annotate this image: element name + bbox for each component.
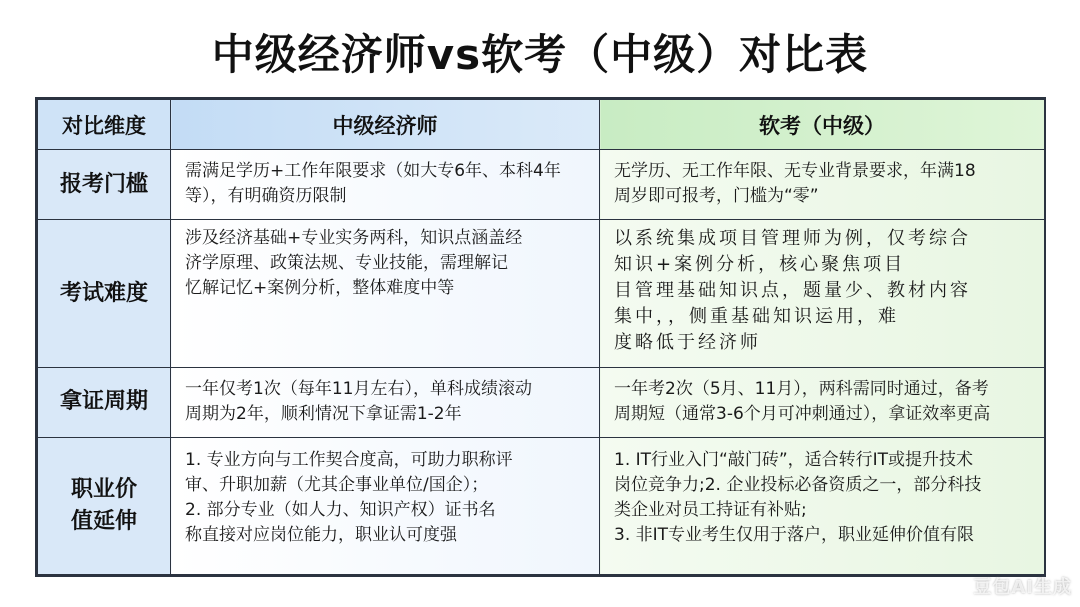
cell-line: 涉及经济基础+专业实务两科，知识点涵盖经 — [185, 228, 523, 249]
cell-line: 3. 非IT专业考生仅用于落户，职业延伸价值有限 — [614, 525, 975, 545]
table-row — [38, 438, 1045, 575]
watermark: 豆包AI生成 — [973, 577, 1072, 598]
cell-soft-threshold — [600, 150, 1045, 220]
cell-line: 等），有明确资历限制 — [185, 186, 347, 206]
row-head-line: 报考门槛 — [59, 171, 148, 197]
cell-economist-career — [171, 438, 600, 575]
row-head-threshold — [38, 150, 171, 220]
cell-line: 一年考2次（5月、11月），两科需同时通过，备考 — [614, 378, 989, 399]
row-head-line: 考试难度 — [59, 280, 148, 306]
cell-line: 知识+案例分析，核心聚焦项目 — [614, 254, 906, 276]
row-head-line: 值延伸 — [70, 509, 137, 534]
row-head-line: 职业价 — [70, 477, 137, 502]
table-header-row — [38, 100, 1045, 150]
comparison-table — [35, 97, 1046, 577]
cell-line: 无学历、无工作年限、无专业背景要求，年满18 — [614, 161, 976, 181]
cell-line: 济学原理、政策法规、专业技能，需理解记 — [185, 253, 508, 274]
table-row — [38, 220, 1045, 367]
cell-line: 度略低于经济师 — [614, 332, 761, 354]
header-dimension: 对比维度 — [38, 100, 171, 150]
cell-soft-career — [600, 438, 1045, 575]
table-row — [38, 150, 1045, 220]
cell-line: 1. IT行业入门“敲门砖”，适合转行IT或提升技术 — [614, 450, 974, 470]
cell-line: 以系统集成项目管理师为例，仅考综合 — [614, 228, 971, 250]
cell-line: 审、升职加薪（尤其企事业单位/国企）； — [185, 475, 489, 495]
cell-line: 周期为2年，顺利情况下拿证需1-2年 — [185, 403, 462, 424]
cell-line: 称直接对应岗位能力，职业认可度强 — [185, 525, 457, 545]
row-head-difficulty — [38, 220, 171, 367]
header-economist: 中级经济师 — [171, 100, 600, 150]
cell-line: 需满足学历+工作年限要求（如大专6年、本科4年 — [185, 161, 561, 181]
cell-line: 2. 部分专业（如人力、知识产权）证书名 — [185, 500, 496, 520]
cell-line: 忆解记忆+案例分析，整体难度中等 — [185, 278, 455, 299]
cell-soft-cycle — [600, 367, 1045, 437]
page-title: 中级经济师vs软考（中级）对比表 — [211, 30, 869, 79]
cell-line: 1. 专业方向与工作契合度高，可助力职称评 — [185, 450, 513, 470]
cell-line: 周期短（通常3-6个月可冲刺通过），拿证效率更高 — [614, 403, 991, 424]
row-head-career — [38, 438, 171, 575]
cell-line: 类企业对员工持证有补贴; — [614, 500, 807, 520]
row-head-line: 拿证周期 — [59, 389, 148, 415]
cell-economist-threshold — [171, 150, 600, 220]
cell-economist-cycle — [171, 367, 600, 437]
cell-line: 目管理基础知识点，题量少、教材内容 — [614, 280, 971, 302]
cell-economist-difficulty — [171, 220, 600, 367]
cell-soft-difficulty — [600, 220, 1045, 367]
header-soft-exam: 软考（中级） — [600, 100, 1045, 150]
cell-line: 一年仅考1次（每年11月左右），单科成绩滚动 — [185, 378, 532, 399]
cell-line: 周岁即可报考，门槛为“零” — [614, 186, 819, 206]
table-row — [38, 367, 1045, 437]
cell-line: 集中，，侧重基础知识运用，难 — [614, 306, 899, 328]
cell-line: 岗位竞争力;2. 企业投标必备资质之一，部分科技 — [614, 475, 982, 495]
row-head-cycle — [38, 367, 171, 437]
